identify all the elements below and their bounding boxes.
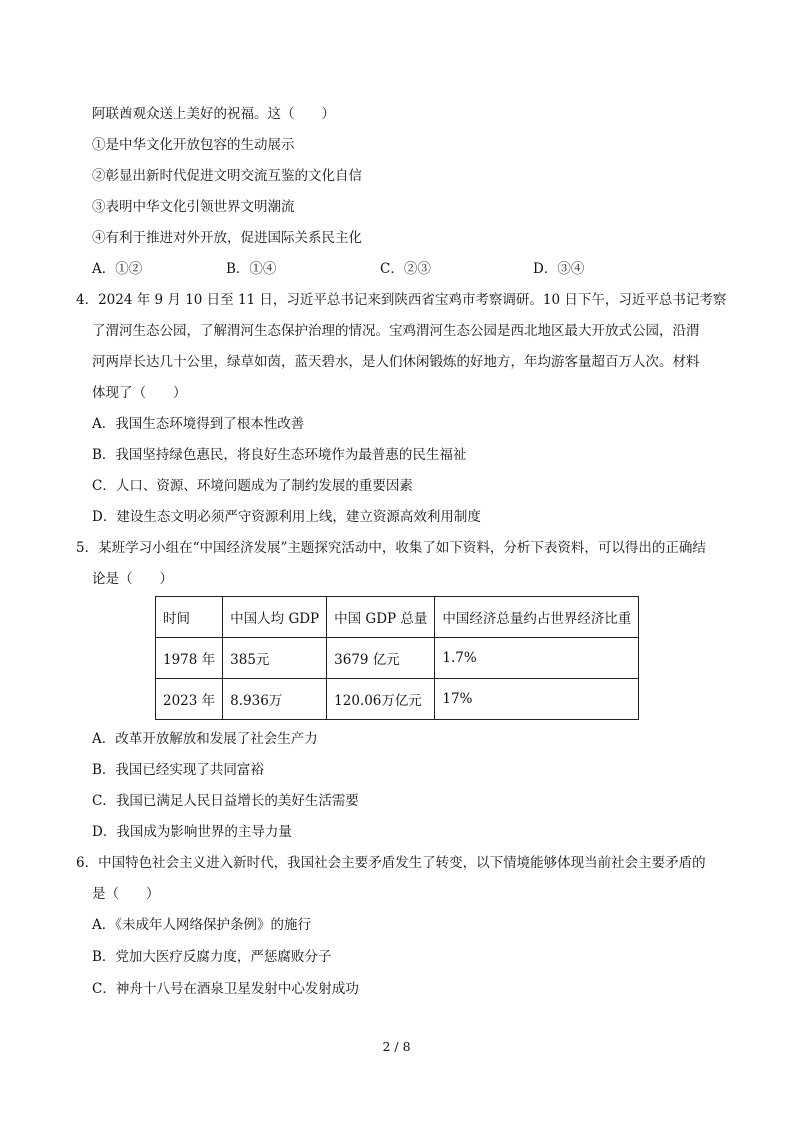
q3-option-a: A．①② — [92, 261, 143, 277]
q4-stem-line-1: 4．2024 年 9 月 10 日至 11 日，习近平总书记来到陕西省宝鸡市考察调研。10 日下午，习近平总书记考察 — [76, 292, 727, 308]
q3-statement-4: ④有利于推进对外开放，促进国际关系民主化 — [92, 230, 362, 246]
table-row — [156, 638, 639, 679]
q5-option-c: C．我国已满足人民日益增长的美好生活需要 — [92, 793, 359, 809]
q5-option-d: D．我国成为影响世界的主导力量 — [92, 824, 292, 840]
page-number: 2 / 8 — [382, 1039, 411, 1054]
q6-option-a: A．《未成年人网络保护条例》的施行 — [92, 917, 311, 933]
table-cell: 17% — [435, 679, 639, 720]
q3-option-c: C．②③ — [380, 261, 431, 277]
q3-statement-1: ①是中华文化开放包容的生动展示 — [92, 137, 295, 153]
q3-option-b: B．①④ — [226, 261, 277, 277]
q4-option-a: A．我国生态环境得到了根本性改善 — [92, 416, 305, 432]
table-header-cell: 时间 — [156, 597, 223, 638]
table-header-cell: 中国 GDP 总量 — [327, 597, 435, 638]
q5-stem-line-1: 5．某班学习小组在“中国经济发展”主题探究活动中，收集了如下资料，分析下表资料，可以得出的正确结 — [76, 540, 706, 556]
table-cell: 8.936万 — [223, 679, 327, 720]
table-cell: 385元 — [223, 638, 327, 679]
q3-statement-2: ②彰显出新时代促进文明交流互鉴的文化自信 — [92, 168, 362, 184]
q6-stem-line-2: 是（ ） — [92, 886, 160, 902]
table-cell: 1.7% — [435, 638, 639, 679]
table-header-row — [156, 597, 639, 638]
q4-stem-line-3: 河两岸长达几十公里，绿草如茵，蓝天碧水，是人们休闲锻炼的好地方，年均游客量超百万人次。材料 — [92, 354, 700, 370]
q4-option-b: B．我国坚持绿色惠民，将良好生态环境作为最普惠的民生福祉 — [92, 447, 467, 463]
q5-option-a: A．改革开放解放和发展了社会生产力 — [92, 731, 318, 747]
table-header-cell: 中国经济总量约占世界经济比重 — [435, 597, 639, 638]
table-cell: 3679 亿元 — [327, 638, 435, 679]
q3-option-d: D．③④ — [533, 261, 585, 277]
q5-stem-line-2: 论是（ ） — [92, 571, 173, 587]
table-header-cell: 中国人均 GDP — [223, 597, 327, 638]
q4-option-c: C．人口、资源、环境问题成为了制约发展的重要因素 — [92, 478, 413, 494]
q3-statement-3: ③表明中华文化引领世界文明潮流 — [92, 199, 295, 215]
q6-option-b: B．党加大医疗反腐力度，严惩腐败分子 — [92, 949, 332, 965]
table-cell: 120.06万亿元 — [327, 679, 435, 720]
table-cell: 1978 年 — [156, 638, 223, 679]
table-cell: 2023 年 — [156, 679, 223, 720]
q6-stem-line-1: 6．中国特色社会主义进入新时代，我国社会主要矛盾发生了转变，以下情境能够体现当前社会主要矛盾的 — [76, 855, 706, 871]
q4-stem-line-4: 体现了（ ） — [92, 385, 187, 401]
q4-stem-line-2: 了渭河生态公园，了解渭河生态保护治理的情况。宝鸡渭河生态公园是西北地区最大开放式公园，沿渭 — [92, 323, 700, 339]
q6-option-c: C．神舟十八号在酒泉卫星发射中心发射成功 — [92, 981, 359, 997]
q4-option-d: D．建设生态文明必须严守资源利用上线，建立资源高效利用制度 — [92, 509, 481, 525]
q5-option-b: B．我国已经实现了共同富裕 — [92, 762, 264, 778]
q5-data-table — [155, 596, 639, 720]
table-row — [156, 679, 639, 720]
q3-stem-tail: 阿联酋观众送上美好的祝福。这（ ） — [92, 106, 335, 122]
